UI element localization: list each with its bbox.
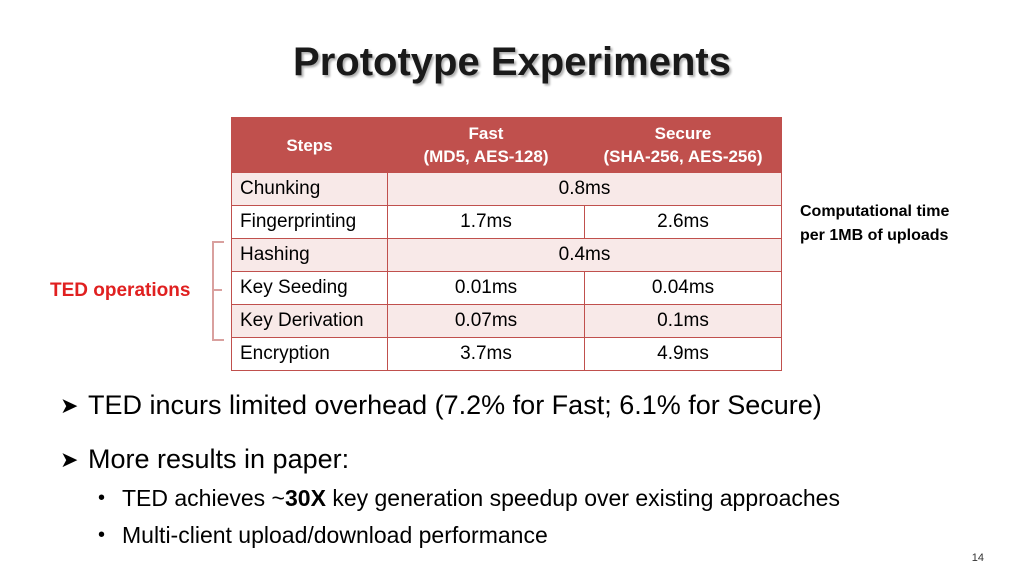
row-step-label: Chunking [232, 173, 388, 206]
dot-bullet-icon: • [98, 487, 106, 509]
sub-bullet-multiclient-text: Multi-client upload/download performance [122, 522, 548, 548]
table-header-row [232, 118, 782, 173]
row-step-label: Fingerprinting [232, 206, 388, 239]
slide-title: Prototype Experiments [293, 40, 731, 84]
row-fast-value: 3.7ms [388, 338, 585, 371]
arrow-bullet-icon: ➤ [60, 446, 79, 472]
header-fast [388, 118, 585, 173]
row-secure-value: 4.9ms [585, 338, 782, 371]
bullet-more-results-text: More results in paper: [88, 444, 350, 474]
speedup-pre: TED achieves ~ [122, 485, 285, 511]
speedup-post: key generation speedup over existing approaches [325, 485, 840, 511]
dot-bullet-icon: • [98, 524, 106, 546]
row-merged-value: 0.4ms [388, 239, 782, 272]
row-step-label: Hashing [232, 239, 388, 272]
ted-bracket [212, 241, 224, 341]
table-row [232, 305, 782, 338]
sub-bullet-speedup [98, 485, 840, 512]
row-fast-value: 0.01ms [388, 272, 585, 305]
row-secure-value: 2.6ms [585, 206, 782, 239]
header-secure [585, 118, 782, 173]
table-row [232, 338, 782, 371]
bullet-overhead [60, 390, 822, 421]
sub-bullet-speedup-text [122, 485, 840, 512]
page-number: 14 [971, 552, 984, 564]
header-steps: Steps [232, 118, 388, 173]
row-fast-value: 0.07ms [388, 305, 585, 338]
row-merged-value: 0.8ms [388, 173, 782, 206]
ted-bracket-tick [214, 289, 222, 291]
table-row [232, 206, 782, 239]
row-step-label: Key Seeding [232, 272, 388, 305]
side-note-line2: per 1MB of uploads [800, 227, 949, 244]
arrow-bullet-icon: ➤ [60, 392, 79, 418]
table-row [232, 272, 782, 305]
bullet-overhead-text: TED incurs limited overhead (7.2% for Fast; 6.1% for Secure) [88, 390, 822, 420]
header-secure-algos: (SHA-256, AES-256) [603, 147, 763, 166]
row-fast-value: 1.7ms [388, 206, 585, 239]
header-fast-algos: (MD5, AES-128) [423, 147, 549, 166]
row-step-label: Encryption [232, 338, 388, 371]
side-note-line1: Computational time [800, 203, 950, 220]
row-secure-value: 0.1ms [585, 305, 782, 338]
sub-bullet-multiclient [98, 522, 548, 549]
ted-operations-label: TED operations [50, 280, 191, 301]
side-note [800, 200, 949, 248]
results-table [231, 117, 782, 371]
table-row [232, 239, 782, 272]
header-secure-name: Secure [654, 124, 712, 143]
row-secure-value: 0.04ms [585, 272, 782, 305]
row-step-label: Key Derivation [232, 305, 388, 338]
header-fast-name: Fast [468, 124, 504, 143]
bullet-more-results [60, 444, 349, 475]
speedup-factor: 30X [285, 485, 326, 511]
table-row [232, 173, 782, 206]
